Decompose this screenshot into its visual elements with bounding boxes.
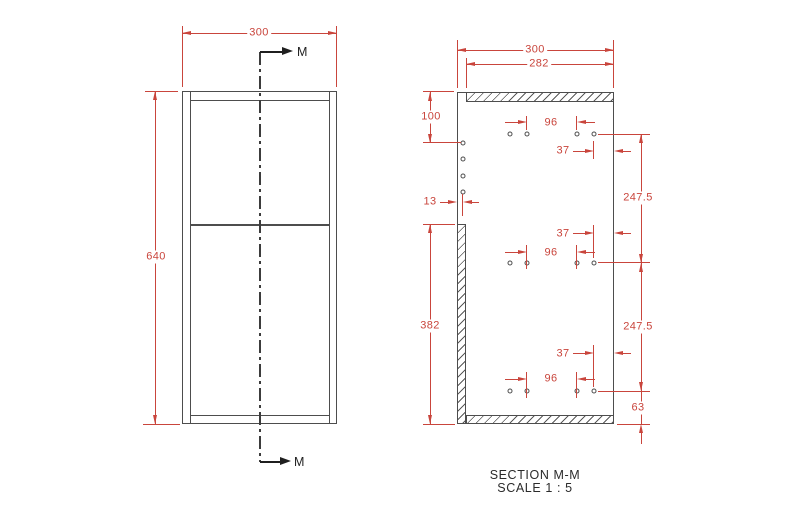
top-offset-dim-text: 100 xyxy=(421,110,441,123)
row1-pitch-tail-right xyxy=(586,122,595,123)
row2-front-offset-dim-text: 37 xyxy=(556,227,570,239)
row2-pitch-ext-left xyxy=(526,245,527,269)
back-pin-hole xyxy=(460,173,465,178)
front-height-arrow-bottom-icon xyxy=(153,415,157,424)
rowspacing2-dim-text: 247.5 xyxy=(623,320,653,333)
front-width-ext-left xyxy=(182,26,183,87)
front-height-dim-text: 640 xyxy=(146,250,166,263)
section-scale: SCALE 1 : 5 xyxy=(497,481,573,495)
row2-front-offset-arrow2-icon xyxy=(614,231,623,235)
back-offset-ext-line xyxy=(462,194,463,216)
row3-front-offset-tail2 xyxy=(623,353,631,354)
row3-front-offset-dim-text: 37 xyxy=(556,347,570,359)
row3-pitch-arrow-left-icon xyxy=(518,377,527,381)
row3-pitch-tail-left xyxy=(505,379,518,380)
front-width-dim-text: 300 xyxy=(249,26,269,39)
section-top-panel-hatch xyxy=(466,92,614,102)
back-offset-arrow-right-icon xyxy=(448,200,457,204)
row3-front-offset-arrow2-icon xyxy=(614,351,623,355)
row1-front-offset-tail2 xyxy=(623,151,631,152)
row1-front-offset-dim-text: 37 xyxy=(556,144,570,157)
drill-hole xyxy=(524,132,529,137)
row2-pitch-dim-text: 96 xyxy=(544,246,558,258)
rowspacing1-arrow-bottom-icon xyxy=(639,254,643,263)
section-cut-centerline xyxy=(259,52,261,462)
section-bottom-panel-hatch xyxy=(466,415,614,425)
row3-front-offset-ext xyxy=(593,345,594,387)
row1-front-offset-ext xyxy=(593,141,594,159)
bottom-offset-dim-text: 63 xyxy=(631,401,645,414)
section-width-arrow-left-icon xyxy=(457,48,466,52)
opening-width-dim-text: 282 xyxy=(529,57,549,70)
front-height-ext-top xyxy=(145,91,178,92)
bottom-offset-arrow-icon xyxy=(639,424,643,433)
back-pin-hole xyxy=(460,157,465,162)
row3-front-offset-tail xyxy=(573,353,585,354)
section-width-dim-text: 300 xyxy=(525,43,545,56)
drill-hole xyxy=(574,132,579,137)
section-arrow-bottom-icon xyxy=(280,457,291,465)
section-back-panel-hatch xyxy=(457,224,467,424)
row1-pitch-tail-left xyxy=(505,122,518,123)
back-panel-arrow-bottom-icon xyxy=(428,415,432,424)
rowspacing2-arrow-bottom-icon xyxy=(639,382,643,391)
front-width-arrow-right-icon xyxy=(328,31,337,35)
front-height-ext-bottom xyxy=(143,424,180,425)
section-width-arrow-right-icon xyxy=(605,48,614,52)
back-offset-dim-text: 13 xyxy=(423,195,437,208)
row2-pitch-tail-left xyxy=(505,252,518,253)
row2-front-offset-tail xyxy=(573,233,585,234)
row2-pitch-ext-right xyxy=(576,245,577,269)
row2-pitch-arrow-right-icon xyxy=(577,250,586,254)
front-view-left-wall-inner-line xyxy=(190,91,192,424)
section-outline xyxy=(457,92,614,425)
back-panel-dim-text: 382 xyxy=(420,319,440,332)
drill-hole xyxy=(507,389,512,394)
row3-pitch-dim-text: 96 xyxy=(544,372,558,385)
row2-front-offset-tail2 xyxy=(623,233,631,234)
front-height-arrow-top-icon xyxy=(153,91,157,100)
drill-hole xyxy=(591,132,596,137)
rowspacing2-arrow-top-icon xyxy=(639,263,643,272)
drill-hole xyxy=(507,132,512,137)
row1-pitch-dim-text: 96 xyxy=(544,116,558,128)
opening-width-arrow-right-icon xyxy=(605,62,614,66)
front-width-arrow-left-icon xyxy=(182,31,191,35)
row2-pitch-tail-right xyxy=(586,252,595,253)
rowspacing1-dim-text: 247.5 xyxy=(623,191,653,204)
section-title: SECTION M-M xyxy=(489,468,581,482)
row1-front-offset-arrow2-icon xyxy=(614,149,623,153)
rowspacing1-arrow-top-icon xyxy=(639,134,643,143)
drill-hole xyxy=(507,260,512,265)
top-offset-arrow-top-icon xyxy=(428,92,432,101)
row1-pitch-arrow-right-icon xyxy=(577,120,586,124)
row3-pitch-arrow-right-icon xyxy=(577,377,586,381)
front-view-right-wall-inner-line xyxy=(329,91,331,424)
row3-pitch-tail-right xyxy=(586,379,595,380)
row2-pitch-arrow-left-icon xyxy=(518,250,527,254)
bottom-offset-ext xyxy=(617,424,650,425)
bottom-offset-tail xyxy=(641,433,642,444)
back-offset-tail-right xyxy=(471,202,479,203)
back-panel-arrow-top-icon xyxy=(428,224,432,233)
section-marker-bottom-line xyxy=(260,461,282,463)
front-width-ext-right xyxy=(336,26,337,87)
section-arrow-top-icon xyxy=(282,47,293,55)
row2-front-offset-ext xyxy=(593,225,594,258)
drill-hole xyxy=(591,389,596,394)
top-offset-arrow-bottom-icon xyxy=(428,134,432,143)
section-marker-top-label: M xyxy=(297,45,308,59)
drill-hole xyxy=(591,260,596,265)
section-marker-bottom-label: M xyxy=(294,455,305,469)
opening-width-arrow-left-icon xyxy=(466,62,475,66)
section-marker-top-line xyxy=(260,51,284,53)
row1-pitch-arrow-left-icon xyxy=(518,120,527,124)
